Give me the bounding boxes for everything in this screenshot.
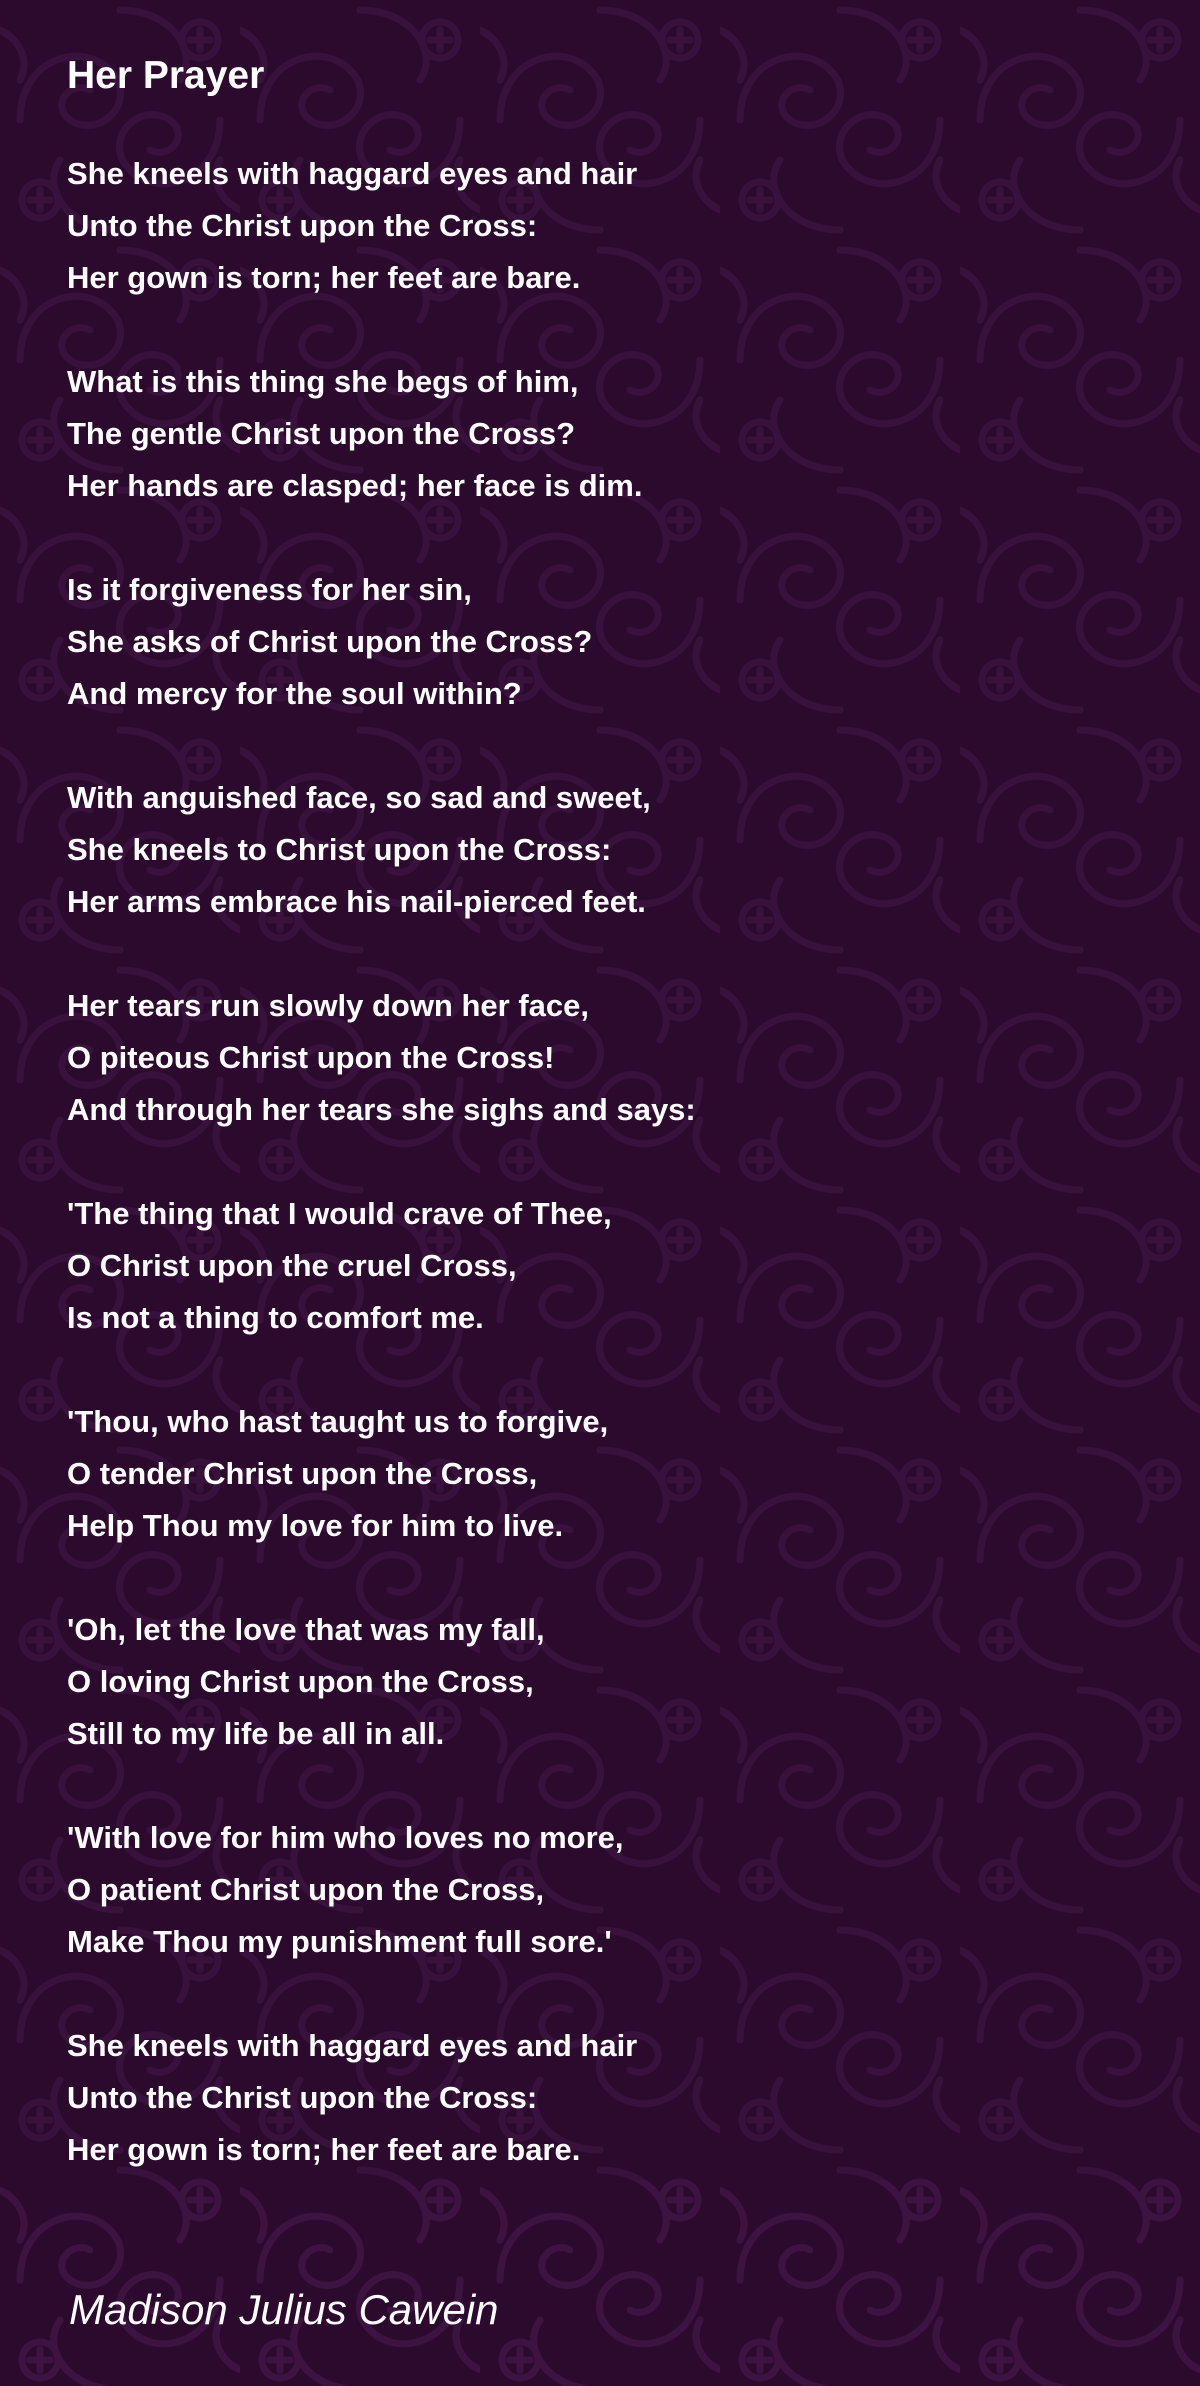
stanza [67,564,1147,720]
poem-line: Her gown is torn; her feet are bare. [67,260,581,295]
poem-line: Her gown is torn; her feet are bare. [67,2132,581,2167]
poem-line: 'Oh, let the love that was my fall, [67,1612,545,1647]
poem-line: Her tears run slowly down her face, [67,988,589,1023]
poem-line: Help Thou my love for him to live. [67,1508,564,1543]
poem-line: She asks of Christ upon the Cross? [67,624,593,659]
poem-line: O piteous Christ upon the Cross! [67,1040,555,1075]
poem-line: Still to my life be all in all. [67,1716,445,1751]
stanza [67,1604,1147,1760]
stanza [67,1396,1147,1552]
stanza [67,1188,1147,1344]
stanza [67,356,1147,512]
poem-line: She kneels to Christ upon the Cross: [67,832,612,867]
poem-line: Unto the Christ upon the Cross: [67,2080,538,2115]
poem-title: Her Prayer [67,54,265,97]
poem-line: 'Thou, who hast taught us to forgive, [67,1404,609,1439]
poem-line: What is this thing she begs of him, [67,364,579,399]
poem-line: Make Thou my punishment full sore.' [67,1924,612,1959]
poem-line: Her hands are clasped; her face is dim. [67,468,643,503]
poem-author: Madison Julius Cawein [69,2286,499,2333]
poem-line: 'The thing that I would crave of Thee, [67,1196,612,1231]
poem-line: And through her tears she sighs and says: [67,1092,696,1127]
poem-line: With anguished face, so sad and sweet, [67,780,651,815]
poem-body [67,148,1147,2228]
poem-line: Unto the Christ upon the Cross: [67,208,538,243]
stanza [67,2020,1147,2176]
poem-line: She kneels with haggard eyes and hair [67,2028,638,2063]
poem-line: And mercy for the soul within? [67,676,522,711]
stanza [67,980,1147,1136]
poem-line: She kneels with haggard eyes and hair [67,156,638,191]
poem-line: Her arms embrace his nail-pierced feet. [67,884,646,919]
stanza [67,772,1147,928]
poem-line: O patient Christ upon the Cross, [67,1872,545,1907]
stanza [67,1812,1147,1968]
poem-line: O tender Christ upon the Cross, [67,1456,538,1491]
poem-line: O loving Christ upon the Cross, [67,1664,534,1699]
stanza [67,148,1147,304]
poem-line: O Christ upon the cruel Cross, [67,1248,517,1283]
poem-line: 'With love for him who loves no more, [67,1820,624,1855]
poem-line: Is not a thing to comfort me. [67,1300,484,1335]
poem-line: Is it forgiveness for her sin, [67,572,472,607]
poem-line: The gentle Christ upon the Cross? [67,416,576,451]
